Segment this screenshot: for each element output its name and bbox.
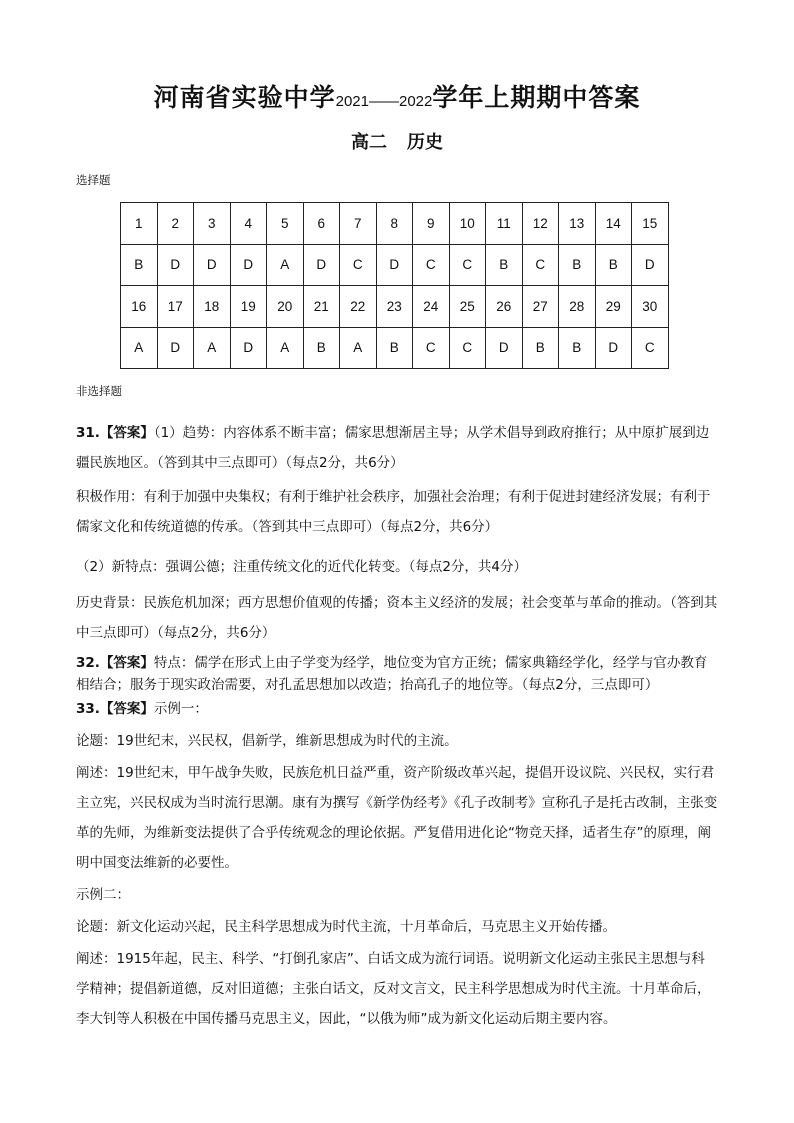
table-row [121,286,669,328]
paragraph-text: （1）趋势：内容体系不断丰富；儒家思想渐居主导；从学术倡导到政府推行；从中原扩展到边疆民族地区。（答到其中三点即可）（每点2分，共6分） [76,425,710,471]
question-number-cell: 12 [522,203,559,245]
answer-cell: D [595,327,632,369]
question-number-cell: 8 [376,203,413,245]
answer-cell: B [559,244,596,286]
question-number: 33. [76,701,100,717]
answer-cell: B [303,327,340,369]
page-subtitle [0,128,794,154]
answer-tag: 【答案】 [99,701,154,717]
question-number-cell: 5 [267,203,304,245]
question-number-cell: 25 [449,286,486,328]
answer-cell: D [303,244,340,286]
q31-part1 [76,418,718,478]
answer-cell: C [413,244,450,286]
answer-cell: D [230,244,267,286]
question-number-cell: 6 [303,203,340,245]
answer-cell: A [121,327,158,369]
question-number-cell: 16 [121,286,158,328]
question-number: 31. [76,425,100,441]
q33-example1-body: 阐述：19世纪末，甲午战争失败，民族危机日益严重，资产阶级改革兴起，提倡开设议院、兴民权，实行君主立宪，兴民权成为当时流行思潮。康有为撰写《新学伪经考》《孔子改制考》宣称孔子是托古改制，主张变革的先师，为维新变法提供了合乎传统观念的理论依据。严复借用进化论“物竞天择，适者生存”的原理，阐明中国变法维新的必要性。 [76,765,718,871]
title-year: 2021——2022 [335,93,433,110]
page-title [0,78,794,114]
question-number-cell: 9 [413,203,450,245]
answer-cell: B [486,244,523,286]
question-number-cell: 19 [230,286,267,328]
answer-cell: D [486,327,523,369]
q31-part2: （2）新特点：强调公德；注重传统文化的近代化转变。（每点2分，共4分） [76,559,528,575]
question-number-cell: 2 [157,203,194,245]
question-number-cell: 23 [376,286,413,328]
answer-tag: 【答案】 [99,655,154,671]
question-number-cell: 17 [157,286,194,328]
question-number-cell: 26 [486,286,523,328]
answer-table [120,202,669,369]
question-number-cell: 14 [595,203,632,245]
answer-cell: D [194,244,231,286]
table-row [121,244,669,286]
question-number-cell: 11 [486,203,523,245]
question-number-cell: 4 [230,203,267,245]
answer-cell: A [267,327,304,369]
answer-cell: C [413,327,450,369]
question-number-cell: 21 [303,286,340,328]
answer-cell: C [632,327,669,369]
question-number-cell: 30 [632,286,669,328]
answer-cell: C [522,244,559,286]
question-number-cell: 22 [340,286,377,328]
answer-cell: C [340,244,377,286]
question-number: 32. [76,655,100,671]
answer-cell: A [267,244,304,286]
q31-background: 历史背景：民族危机加深；西方思想价值观的传播；资本主义经济的发展；社会变革与革命的推动。（答到其中三点即可）（每点2分，共6分） [76,595,718,641]
answer-cell: A [340,327,377,369]
q33-example2-title: 示例二： [76,887,130,903]
answer-tag: 【答案】 [99,425,154,441]
answer-cell: D [376,244,413,286]
section-nonchoice-heading: 非选择题 [76,384,122,398]
question-number-cell: 15 [632,203,669,245]
question-number-cell: 3 [194,203,231,245]
q33-example2-thesis: 论题：新文化运动兴起，民主科学思想成为时代主流，十月革命后，马克思主义开始传播。 [76,919,616,935]
answer-cell: B [376,327,413,369]
paragraph-text: 特点：儒学在形式上由子学变为经学，地位变为官方正统；儒家典籍经学化，经学与官办教育相结合；服务于现实政治需要，对孔孟思想加以改造；抬高孔子的地位等。（每点2分，三点即可） [76,655,708,693]
question-number-cell: 20 [267,286,304,328]
q32-answer [76,652,718,696]
question-number-cell: 28 [559,286,596,328]
q33-example1-thesis: 论题：19世纪末，兴民权，倡新学，维新思想成为时代的主流。 [76,733,458,749]
question-number-cell: 1 [121,203,158,245]
answer-cell: B [559,327,596,369]
title-prefix: 河南省实验中学 [153,83,336,112]
answer-cell: B [522,327,559,369]
q33-example2-body: 阐述：1915年起，民主、科学、“打倒孔家店”、白话文成为流行词语。说明新文化运动主张民主思想与科学精神；提倡新道德，反对旧道德；主张白话文，反对文言文，民主科学思想成为时代主流。十月革命后，李大钊等人积极在中国传播马克思主义，因此，“以俄为师”成为新文化运动后期主要内容。 [76,951,711,1027]
question-number-cell: 24 [413,286,450,328]
answer-cell: D [632,244,669,286]
answer-cell: C [449,327,486,369]
grade-label: 高二 [351,132,387,153]
title-suffix: 学年上期期中答案 [432,83,641,112]
answer-cell: C [449,244,486,286]
example-title: 示例一： [153,701,208,717]
question-number-cell: 27 [522,286,559,328]
answer-cell: B [121,244,158,286]
question-number-cell: 18 [194,286,231,328]
question-number-cell: 10 [449,203,486,245]
answer-cell: D [157,327,194,369]
answer-cell: D [230,327,267,369]
answer-cell: D [157,244,194,286]
question-number-cell: 13 [559,203,596,245]
question-number-cell: 29 [595,286,632,328]
table-row [121,327,669,369]
section-choice-heading: 选择题 [76,173,111,187]
answer-cell: A [194,327,231,369]
question-number-cell: 7 [340,203,377,245]
subject-label: 历史 [407,132,443,153]
q33-example1-heading [76,694,718,724]
answer-cell: B [595,244,632,286]
table-row [121,203,669,245]
q31-positive-role: 积极作用：有利于加强中央集权；有利于维护社会秩序，加强社会治理；有利于促进封建经济发展；有利于儒家文化和传统道德的传承。（答到其中三点即可）（每点2分，共6分） [76,489,711,535]
